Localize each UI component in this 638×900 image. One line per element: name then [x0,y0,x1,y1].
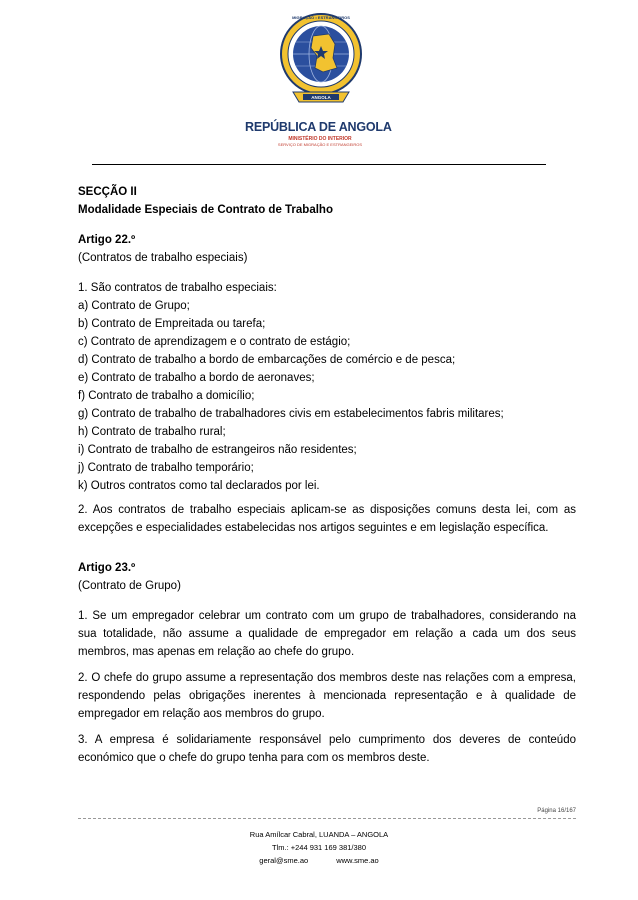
article-23-paragraph-3: 3. A empresa é solidariamente responsável pelo cumprimento dos deveres de conteúdo económico que o chefe do grupo tenha para com os membros deste. [78,734,576,764]
list-item: i) Contrato de trabalho de estrangeiros não residentes; [78,444,357,456]
header-divider [92,164,546,165]
brand-title: REPÚBLICA DE ANGOLA [245,120,392,134]
brand-block [245,120,405,147]
list-item: f) Contrato de trabalho a domicílio; [78,390,255,402]
document-body [78,183,576,767]
article-22-heading: (Contratos de trabalho especiais) [78,252,248,264]
footer-divider [78,818,576,819]
document-header [0,0,638,170]
emblem-ring-text: MIGRAÇÃO • ESTRANGEIROS [292,15,350,20]
article-22-list [78,297,576,495]
list-item: k) Outros contratos como tal declarados por lei. [78,480,320,492]
footer-website[interactable]: www.sme.ao [336,856,379,865]
page-number: Página 16/167 [537,808,576,814]
list-item: e) Contrato de trabalho a bordo de aeronaves; [78,372,315,384]
list-item: h) Contrato de trabalho rural; [78,426,226,438]
list-item: d) Contrato de trabalho a bordo de embarcações de comércio e de pesca; [78,354,456,366]
section-subtitle: Modalidade Especiais de Contrato de Trabalho [78,204,333,216]
footer-phone: Tlm.: +244 931 169 381/380 [271,843,367,852]
list-item: c) Contrato de aprendizagem e o contrato de estágio; [78,336,351,348]
emblem-band-text: ANGOLA [311,95,331,100]
brand-service: SERVIÇO DE MIGRAÇÃO E ESTRANGEIROS [277,142,363,147]
article-23-title: Artigo 23.º [78,562,136,574]
article-23-heading: (Contrato de Grupo) [78,580,181,592]
list-item: a) Contrato de Grupo; [78,300,190,312]
article-22-title: Artigo 22.º [78,234,136,246]
list-item: b) Contrato de Empreitada ou tarefa; [78,318,266,330]
footer-address: Rua Amílcar Cabral, LUANDA – ANGOLA [249,830,389,839]
article-22-paragraph-2: 2. Aos contratos de trabalho especiais aplicam-se as disposições comuns desta lei, com as excepções e especialidades estabelecidas nos artigos seguintes e em legislação específica. [78,504,576,534]
article-23-paragraph-1: 1. Se um empregador celebrar um contrato com um grupo de trabalhadores, considerando na sua totalidade, não assume a qualidade de empregador em relação a cada um dos seus membros, mas apenas em relação ao chefe do grupo. [78,610,576,658]
list-item: g) Contrato de trabalho de trabalhadores civis em estabelecimentos fabris militares; [78,408,504,420]
sme-emblem-icon [279,10,363,114]
brand-ministry: MINISTÉRIO DO INTERIOR [288,136,352,142]
article-22-intro: 1. São contratos de trabalho especiais: [78,282,277,294]
section-label: SECÇÃO II [78,186,137,198]
list-item: j) Contrato de trabalho temporário; [78,462,254,474]
footer-email[interactable]: geral@sme.ao [259,856,309,865]
article-23-paragraph-2: 2. O chefe do grupo assume a representação dos membros deste nas relações com a empresa, respondendo pelas obrigações inerentes à mencionada representação e à qualidade de empregador em relação aos membros do grupo. [78,672,576,720]
document-footer [0,828,638,867]
